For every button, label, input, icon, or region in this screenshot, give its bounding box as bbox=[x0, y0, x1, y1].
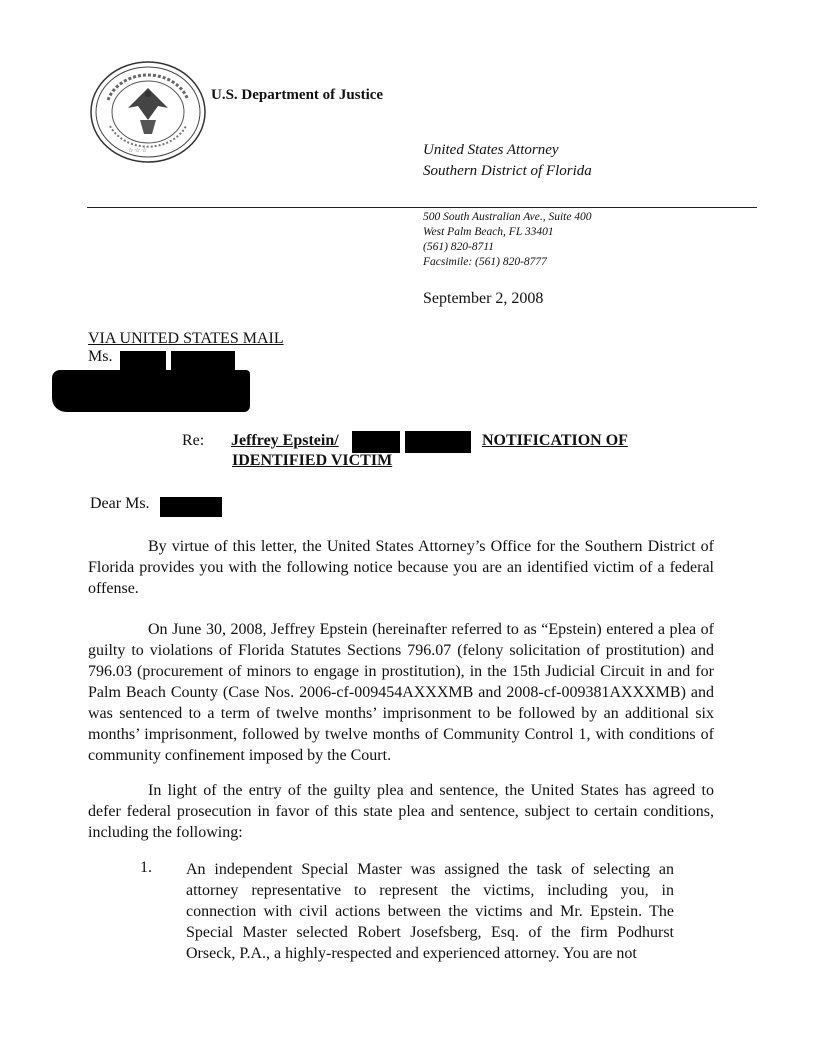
office-block bbox=[423, 140, 592, 182]
re-subject-start: Jeffrey Epstein/ bbox=[231, 432, 339, 449]
office-address bbox=[423, 210, 592, 270]
address-fax: Facsimile: (561) 820-8777 bbox=[423, 256, 547, 268]
list-item-text: An independent Special Master was assigned the task of selecting an attorney representative to represent the victims, including you, in connection with civil actions between the victims and Mr. Epstein. The Special Master selected Robert Josefsberg, Esq. of the firm Podhurst Orseck, P.A., a highly-respected and experienced attorney. You are not bbox=[186, 861, 674, 962]
header-rule bbox=[87, 207, 757, 208]
doj-seal-icon bbox=[88, 60, 208, 165]
department-name: U.S. Department of Justice bbox=[211, 87, 384, 103]
re-subject-line2: IDENTIFIED VICTIM bbox=[232, 452, 393, 469]
redaction-recipient-address bbox=[52, 370, 250, 412]
redaction-re-2 bbox=[405, 431, 471, 453]
office-district: Southern District of Florida bbox=[423, 163, 592, 179]
redaction-re-1 bbox=[352, 431, 400, 453]
redaction-recipient-last bbox=[171, 351, 235, 371]
address-city: West Palm Beach, FL 33401 bbox=[423, 226, 554, 238]
recipient-prefix: Ms. bbox=[88, 348, 113, 365]
delivery-method: VIA UNITED STATES MAIL bbox=[88, 330, 284, 347]
redaction-salutation bbox=[160, 497, 222, 517]
paragraph-2 bbox=[88, 619, 714, 766]
office-title: United States Attorney bbox=[423, 142, 559, 158]
svg-text:☆ ☆ ☆: ☆ ☆ ☆ bbox=[128, 148, 148, 154]
re-subject-end: NOTIFICATION OF bbox=[482, 432, 628, 449]
paragraph-3-text: In light of the entry of the guilty plea and sentence, the United States has agreed to defer federal prosecution in favor of this state plea and sentence, subject to certain conditions, including the following: bbox=[88, 782, 714, 841]
letter-date: September 2, 2008 bbox=[423, 290, 544, 307]
address-street: 500 South Australian Ave., Suite 400 bbox=[423, 211, 592, 223]
paragraph-3 bbox=[88, 780, 714, 843]
address-phone: (561) 820-8711 bbox=[423, 241, 495, 253]
redaction-recipient-first bbox=[120, 351, 166, 371]
paragraph-2-text: On June 30, 2008, Jeffrey Epstein (hereinafter referred to as “Epstein) entered a plea of guilty to violations of Florida Statutes Sections 796.07 (felony solicitation of prostitution) and 796.03 (procurement of minors to engage in prostitution), in the 15th Judicial Circuit in and for Palm Beach County (Case Nos. 2006-cf-009454AXXXMB and 2008-cf-009381AXXXMB) and was sentenced to a term of twelve months’ imprisonment to be followed by an additional six months’ imprisonment, followed by twelve months of Community Control 1, with conditions of community confinement imposed by the Court. bbox=[88, 621, 714, 764]
list-item-number: 1. bbox=[140, 859, 152, 876]
salutation: Dear Ms. bbox=[90, 495, 150, 512]
re-label: Re: bbox=[182, 432, 205, 449]
paragraph-1-text: By virtue of this letter, the United States Attorney’s Office for the Southern District of Florida provides you with the following notice because you are an identified victim of a federal offense. bbox=[88, 538, 714, 597]
paragraph-1 bbox=[88, 536, 714, 599]
